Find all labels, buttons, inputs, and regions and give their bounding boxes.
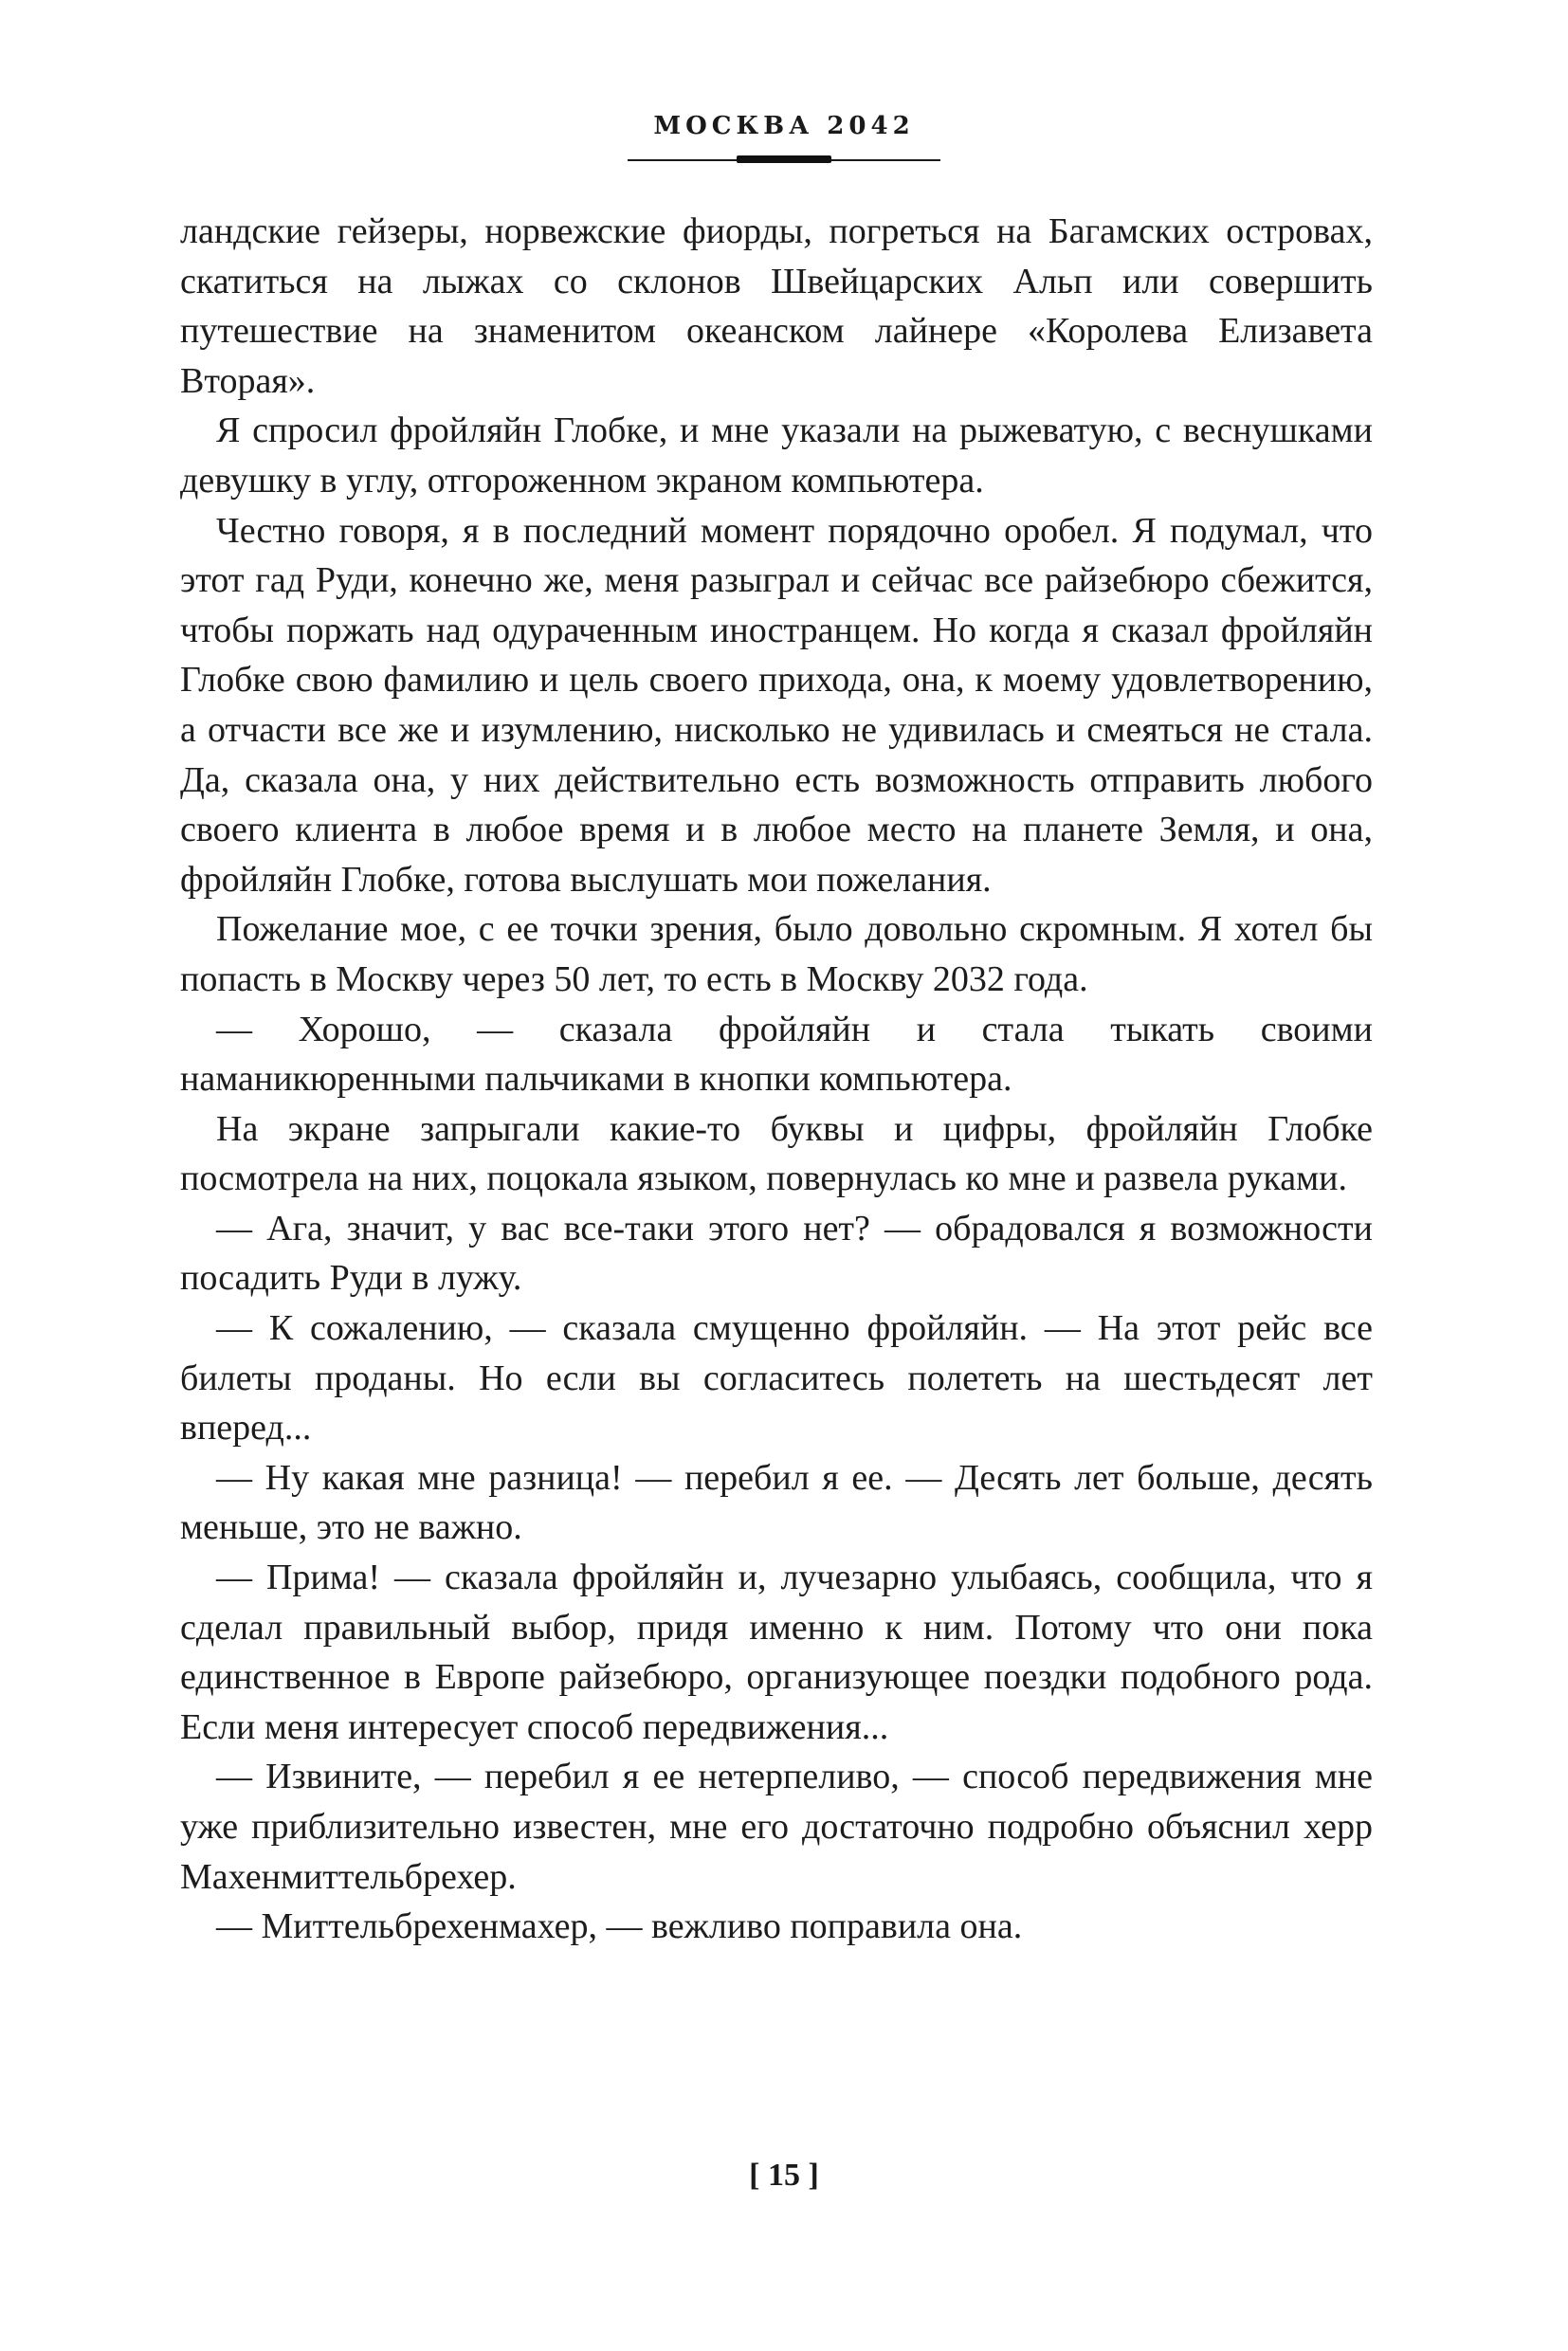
page-number: [ 15 ] [749,2158,819,2193]
running-header [0,112,1568,140]
header-rule-ornament [737,155,831,163]
paragraph: ландские гейзеры, норвежские фиорды, погреться на Багамских островах, скатиться на лыжах со склонов Швейцарских Альп или совершить путешествие на знаменитом океанском лайнере «Королева Елизавета Вторая». [180,211,1373,401]
header-rule-line [628,159,940,161]
paragraph: — К сожалению, — сказала смущенно фройляйн. — На этот рейс все билеты проданы. Но если вы согласитесь полететь на шестьдесят лет вперед... [180,1308,1373,1449]
paragraph: Пожелание мое, с ее точки зрения, было довольно скромным. Я хотел бы попасть в Москву через 50 лет, то есть в Москву 2032 года. [180,909,1373,999]
paragraph: — Извините, — перебил я ее нетерпеливо, — способ передвижения мне уже приблизительно известен, мне его достаточно подробно объяснил херр Махенмиттельбрехер. [180,1757,1373,1897]
running-title: МОСКВА 2042 [653,112,915,140]
paragraph: — Ага, значит, у вас все-таки этого нет? — обрадовался я возможности посадить Руди в лужу. [180,1208,1373,1299]
paragraph: — Ну какая мне разница! — перебил я ее. — Десять лет больше, десять меньше, это не важно. [180,1457,1373,1548]
header-rule [0,159,1568,161]
body-text [180,207,1373,1952]
paragraph: — Хорошо, — сказала фройляйн и стала тыкать своими наманикюренными пальчиками в кнопки компьютера. [180,1009,1373,1100]
paragraph: Я спросил фройляйн Глобке, и мне указали на рыжеватую, с веснушками девушку в углу, отгороженном экраном компьютера. [180,410,1373,501]
paragraph: — Миттельбрехенмахер, — вежливо поправила она. [216,1906,1023,1947]
paragraph: Честно говоря, я в последний момент порядочно оробел. Я подумал, что этот гад Руди, конечно же, меня разыграл и сейчас все райзебюро сбежится, чтобы поржать над одураченным иностранцем. Но когда я сказал фройляйн Глобке свою фамилию и цель своего прихода, она, к моему удовлетворению, а отчасти все же и изумлению, нисколько не удивилась и смеяться не стала. Да, сказала она, у них действительно есть возможность отправить любого своего клиента в любое время и в любое место на планете Земля, и она, фройляйн Глобке, готова выслушать мои пожелания. [180,510,1373,900]
paragraph: — Прима! — сказала фройляйн и, лучезарно улыбаясь, сообщила, что я сделал правильный выбор, придя именно к ним. Потому что они пока единственное в Европе райзебюро, организующее поездки подобного рода. Если меня интересует способ передвижения... [180,1558,1373,1747]
paragraph: На экране запрыгали какие-то буквы и цифры, фройляйн Глобке посмотрела на них, поцокала языком, повернулась ко мне и развела руками. [180,1108,1373,1199]
